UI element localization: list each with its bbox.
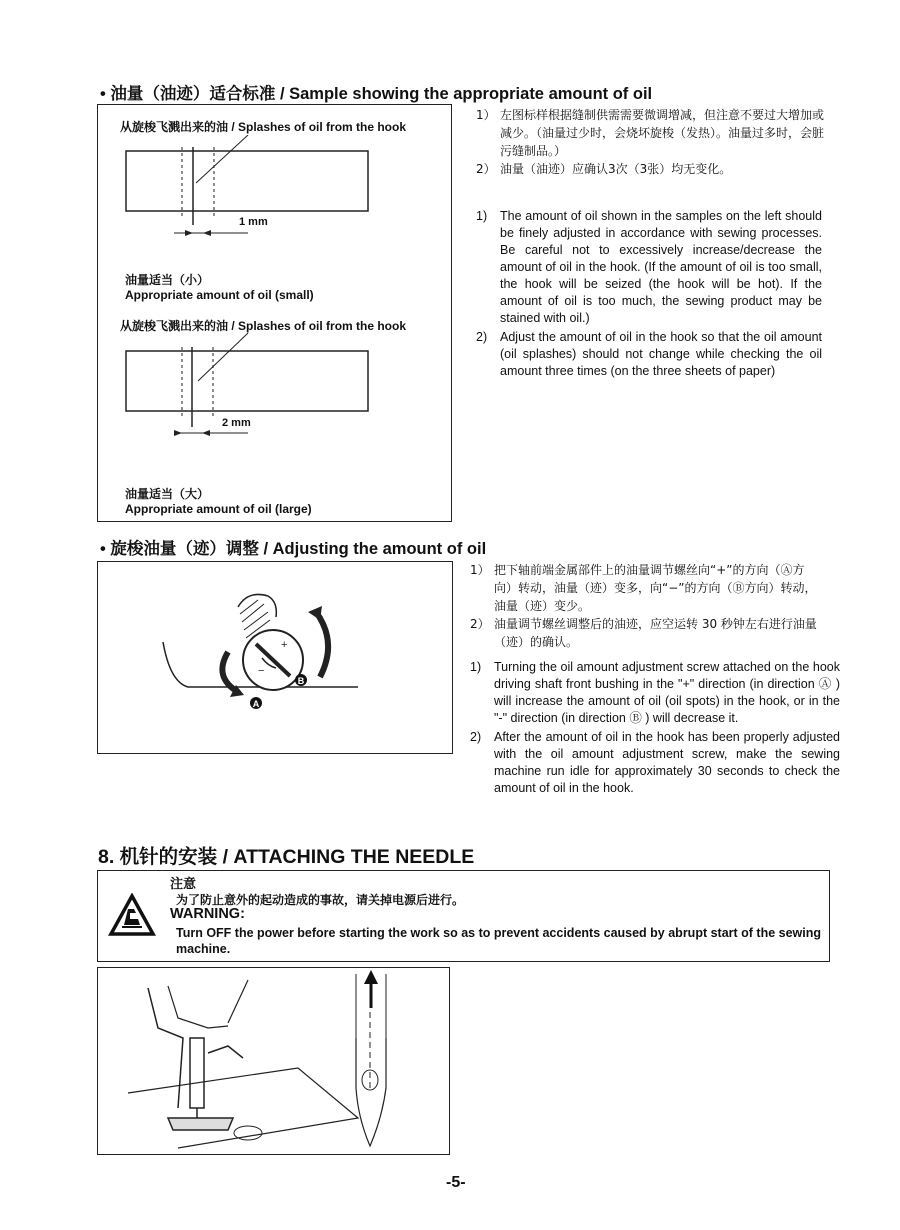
- list-item: 2） 油量调节螺丝调整后的油迹，应空运转 30 秒钟左右进行油量（迹）的确认。: [470, 617, 817, 649]
- needle-installation-illustration: [98, 968, 451, 1156]
- section-title-attaching-needle: 8. 机针的安装 / ATTACHING THE NEEDLE: [98, 846, 475, 868]
- oil-adjust-en-text: [470, 659, 840, 799]
- oil-sample-diagram-large: [98, 333, 453, 443]
- small-amount-cn: 油量适当（小）: [125, 273, 210, 287]
- section-title-adjusting-oil: • 旋梭油量（迹）调整 / Adjusting the amount of oil: [100, 540, 487, 558]
- warning-text-en: Turn OFF the power before starting the work so as to prevent accidents caused by abrupt start of the sewing machine.: [176, 926, 822, 956]
- leader-line-2: [198, 333, 248, 381]
- oil-sample-figure-box: [97, 104, 452, 522]
- leader-line-1: [196, 135, 248, 183]
- dimension-1mm: 1 mm: [239, 216, 268, 228]
- oil-adjust-figure-box: [97, 561, 453, 754]
- bed-plate: [128, 1068, 358, 1148]
- svg-text:+: +: [281, 639, 288, 651]
- oil-sample-en-text: [476, 208, 822, 382]
- oil-adjust-screw-illustration: [98, 562, 454, 755]
- list-item: 1） 左图标样根据缝制供需需要微调增减，但注意不要过大增加或减少。（油量过少时，会烧坏旋梭（发热）。油量过多时，会脏污缝制品。）: [476, 108, 825, 158]
- needle-figure-box: [97, 967, 450, 1155]
- oil-sample-cn-text: [476, 106, 826, 178]
- up-arrow-icon: [364, 970, 378, 984]
- machine-face-line: [228, 980, 248, 1023]
- list-item: 1） 把下轴前端金属部件上的油量调节螺丝向“+”的方向（Ⓐ方向）转动，油量（迹）变多，向“−”的方向（Ⓑ方向）转动，油量（迹）变少。: [470, 563, 817, 613]
- machine-head-outline: [148, 988, 183, 1108]
- screw-housing: [238, 594, 276, 617]
- dimension-arrow: [185, 230, 193, 236]
- list-item: 2) After the amount of oil in the hook has been properly adjusted with the oil amount adjustment screw, make the sewing machine run idle for approximately 30 seconds to check the amount of oil in the hook.: [470, 730, 840, 795]
- section-title-oil-sample: • 油量（油迹）适合标准 / Sample showing the appropriate amount of oil: [100, 85, 653, 103]
- oil-sample-diagram-small: [98, 135, 453, 245]
- warning-box: [97, 870, 830, 962]
- dimension-arrow: [203, 230, 211, 236]
- paper-sheet-1: [126, 151, 368, 211]
- page-number: -5-: [446, 1174, 466, 1191]
- splash-label-1: 从旋梭飞溅出来的油 / Splashes of oil from the hook: [120, 120, 407, 134]
- large-amount-cn: 油量适当（大）: [125, 487, 210, 501]
- needle-blade-outline: [356, 1038, 386, 1146]
- caution-label-cn: 注意: [170, 877, 197, 892]
- dimension-arrow: [174, 430, 182, 436]
- machine-arm-outline: [168, 986, 228, 1028]
- list-item: 1) Turning the oil amount adjustment screw attached on the hook driving shaft front bushing in the "+" direction (in direction Ⓐ ) will increase the amount of oil (oil spots) in the hook, or in the "-" direction (in direction Ⓑ ) will decrease it.: [470, 660, 840, 725]
- dimension-arrow: [202, 430, 210, 436]
- list-item: 1) The amount of oil shown in the samples on the left should be finely adjusted in accordance with sewing processes. Be careful not to excessively increase/decrease the amount of oil in the hook. (If the amount of oil is too small, the hook will be seized (the hook will be hot). If the amount of oil is too much, the sewing product may be stained with oil.): [476, 209, 822, 325]
- paper-sheet-2: [126, 351, 368, 411]
- dimension-2mm: 2 mm: [222, 417, 251, 429]
- list-item: 2) Adjust the amount of oil in the hook so that the oil amount (oil splashes) should not change while checking the oil amount three times (on the three sheets of paper): [476, 330, 822, 378]
- splash-label-2: 从旋梭飞溅出来的油 / Splashes of oil from the hook: [120, 319, 407, 333]
- warning-label-en: WARNING:: [170, 906, 245, 922]
- list-item: 2） 油量（油迹）应确认3次（3张）均无变化。: [476, 162, 732, 176]
- slide-plate-mark: [234, 1126, 262, 1140]
- presser-lever: [208, 1046, 243, 1058]
- svg-text:−: −: [258, 665, 265, 677]
- needle-bar: [190, 1038, 204, 1108]
- warning-text-cn: 为了防止意外的起动造成的事故，请关掉电源后进行。: [176, 893, 465, 907]
- marker-b-label: B: [297, 676, 305, 686]
- marker-a-label: A: [252, 699, 260, 709]
- direction-arrow-b: [316, 612, 328, 677]
- oil-adjust-cn-text: [470, 561, 822, 651]
- warning-triangle-icon: [108, 893, 156, 937]
- large-amount-en: Appropriate amount of oil (large): [125, 502, 312, 516]
- small-amount-en: Appropriate amount of oil (small): [125, 288, 314, 302]
- arrow-head-b: [308, 606, 322, 620]
- presser-foot: [168, 1118, 233, 1130]
